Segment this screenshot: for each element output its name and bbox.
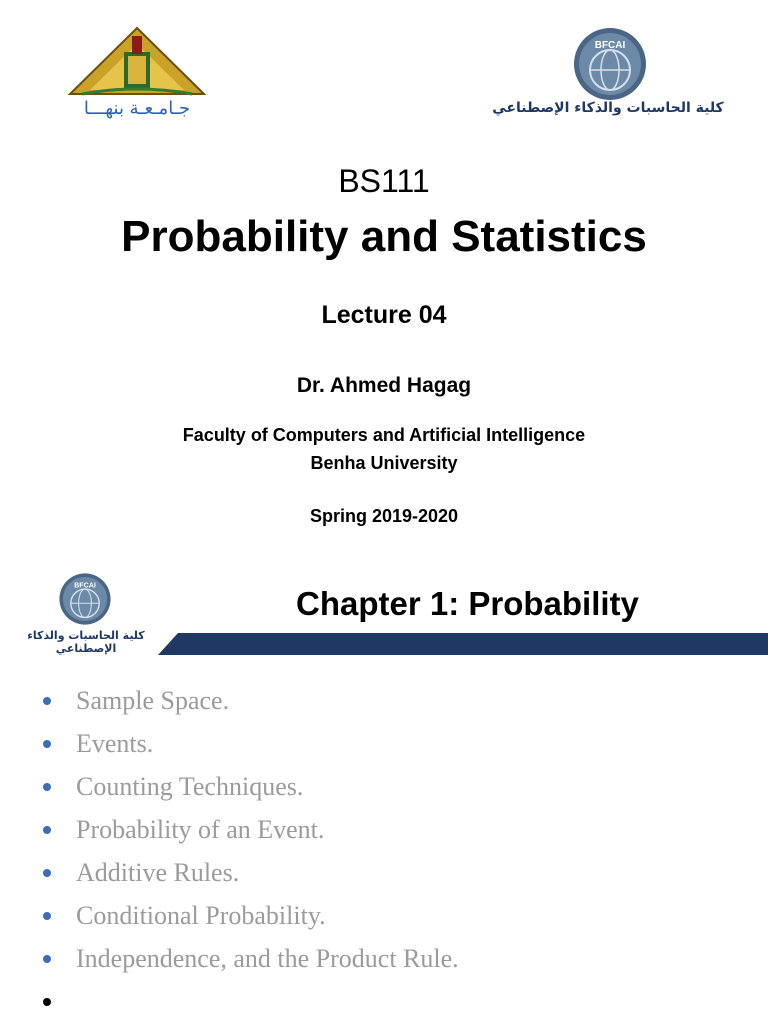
topic-text: Conditional Probability.	[76, 901, 326, 930]
university-arabic-name: جـامـعـة بنهـــا	[83, 98, 191, 119]
topic-text: Events.	[76, 729, 154, 758]
chapter-title: Chapter 1: Probability	[296, 585, 639, 622]
instructor-name: Dr. Ahmed Hagag	[296, 374, 472, 397]
topic-text: Additive Rules.	[76, 858, 240, 887]
faculty-logo-text: BFCAI	[594, 40, 626, 51]
list-item	[40, 815, 459, 858]
bullet-icon	[43, 740, 51, 748]
bullet-icon	[43, 697, 51, 705]
list-item	[40, 901, 459, 944]
faculty-arabic-name: كلية الحاسبات والذكاء الإصطناعي	[492, 100, 724, 116]
faculty-arabic-name: كلية الحاسبات والذكاء الإصطناعي	[27, 629, 145, 655]
bullet-icon	[43, 912, 51, 920]
bullet-icon	[43, 998, 51, 1006]
list-item	[40, 858, 459, 901]
faculty-logo	[58, 572, 112, 626]
topic-text: Counting Techniques.	[76, 772, 304, 801]
course-code: BS111	[338, 163, 430, 199]
topic-text: Sample Space.	[76, 686, 230, 715]
faculty-name: Faculty of Computers and Artificial Intelligence	[182, 425, 586, 445]
list-item	[40, 729, 459, 772]
bullet-icon	[43, 783, 51, 791]
bullet-icon	[43, 826, 51, 834]
faculty-logo-text: BFCAI	[74, 581, 96, 590]
academic-term: Spring 2019-2020	[309, 506, 459, 526]
university-name: Benha University	[310, 453, 458, 473]
bullet-icon	[43, 869, 51, 877]
bullet-icon	[43, 955, 51, 963]
course-title: Probability and Statistics	[121, 212, 647, 261]
topic-list	[40, 686, 459, 1030]
list-item	[40, 944, 459, 987]
lecture-number: Lecture 04	[321, 301, 447, 329]
list-item	[40, 686, 459, 729]
topic-text: Independence, and the Product Rule.	[76, 944, 459, 973]
faculty-block	[0, 421, 768, 477]
topic-text: Probability of an Event.	[76, 815, 325, 844]
chapter-slide	[0, 555, 768, 1024]
list-item	[40, 772, 459, 815]
faculty-logo	[572, 26, 648, 102]
